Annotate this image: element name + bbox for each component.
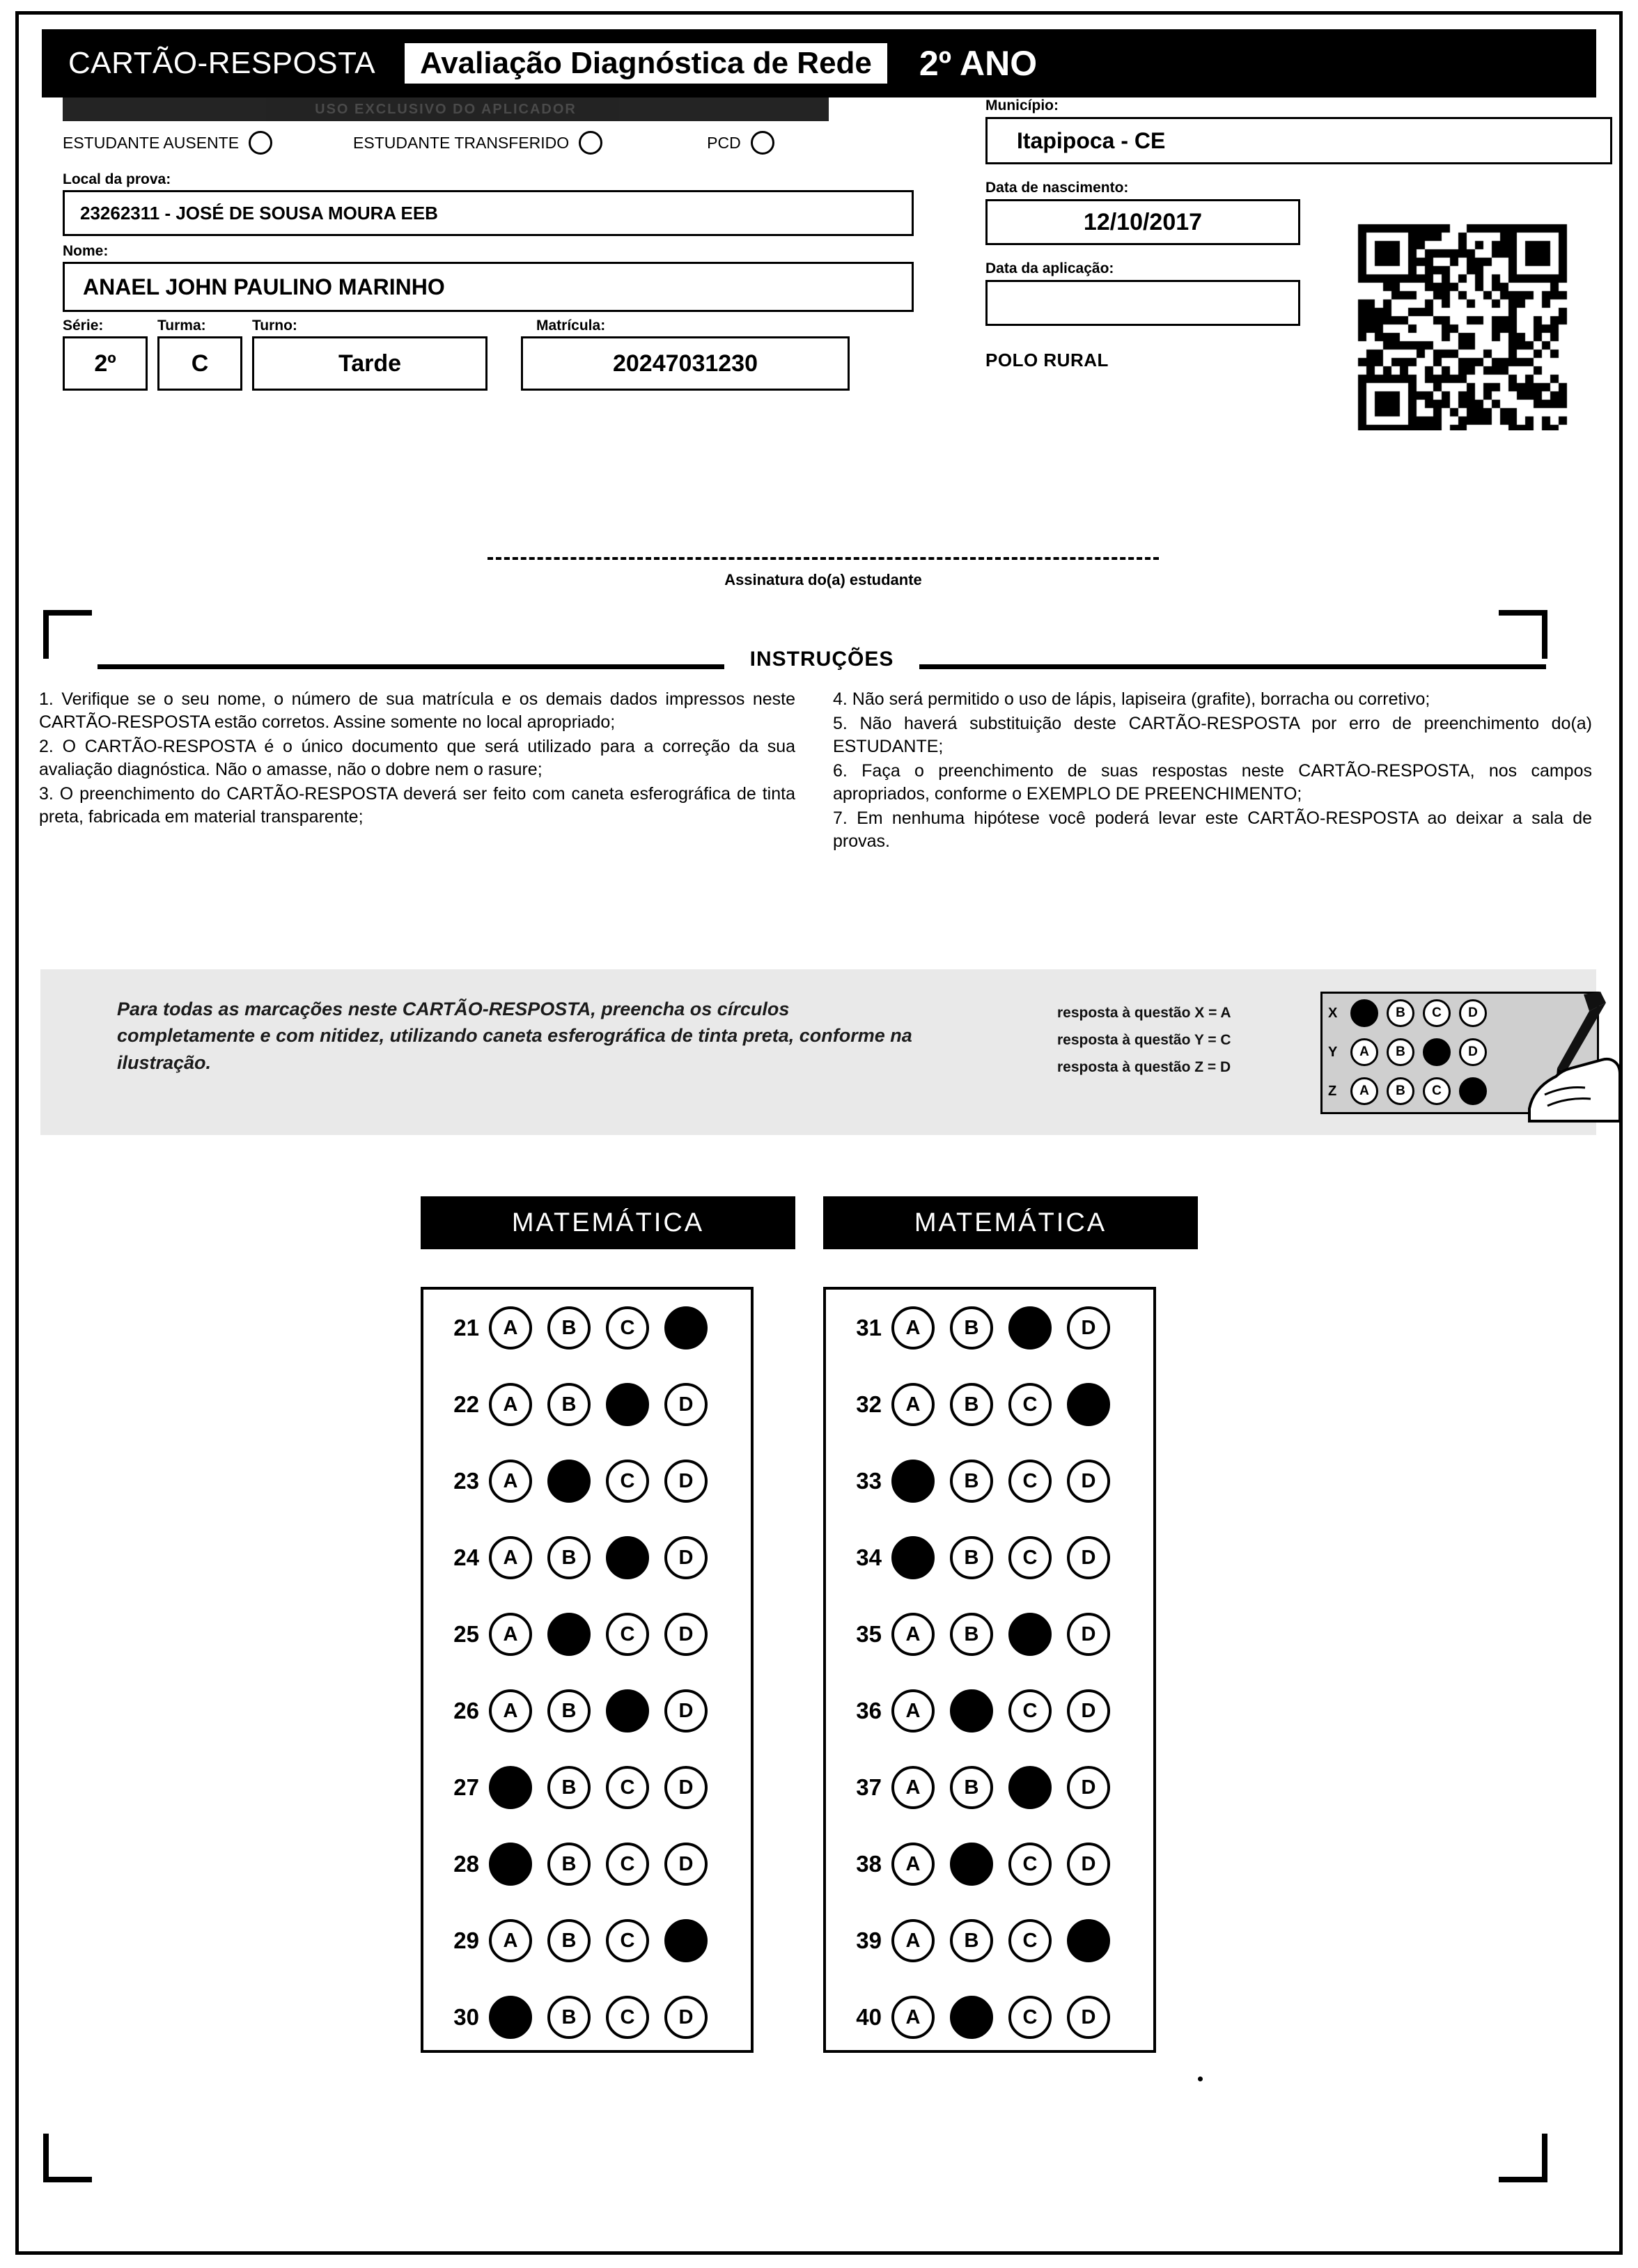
answer-bubble-q25-d[interactable]: D: [664, 1613, 708, 1656]
turma-cell: [157, 318, 242, 391]
application-date-value: [985, 280, 1300, 326]
question-row: [423, 1366, 751, 1443]
question-row: [423, 1596, 751, 1673]
question-number: 21: [453, 1315, 479, 1340]
answer-bubble-q22-d[interactable]: D: [664, 1383, 708, 1426]
answer-bubble-q21-b[interactable]: B: [547, 1306, 591, 1350]
answer-bubble-q32-d[interactable]: [1067, 1383, 1110, 1426]
answer-bubble-q25-c[interactable]: C: [606, 1613, 649, 1656]
class-info-row: [63, 318, 939, 391]
example-bubble-c: C: [1423, 1077, 1451, 1105]
pcd-option[interactable]: [707, 131, 774, 155]
student-transferred-label: ESTUDANTE TRANSFERIDO: [353, 133, 570, 152]
answer-bubble-q32-c[interactable]: C: [1008, 1383, 1052, 1426]
answer-bubble-q33-d[interactable]: D: [1067, 1460, 1110, 1503]
name-field: ANAEL JOHN PAULINO MARINHO: [63, 262, 914, 312]
answer-bubble-q23-a[interactable]: A: [489, 1460, 532, 1503]
answer-bubble-q28-d[interactable]: D: [664, 1843, 708, 1886]
answer-bubble-q36-a[interactable]: A: [891, 1689, 935, 1733]
answer-bubble-q34-c[interactable]: C: [1008, 1536, 1052, 1579]
answer-bubble-q31-a[interactable]: A: [891, 1306, 935, 1350]
registration-mark-top-right: [1499, 610, 1547, 659]
birthdate-label: Data de nascimento:: [985, 180, 1129, 196]
answer-bubble-q26-d[interactable]: D: [664, 1689, 708, 1733]
instructions-title: INSTRUÇÕES: [749, 648, 894, 671]
instruction-item-1: 1. Verifique se o seu nome, o número de sua matrícula e os demais dados impressos neste CARTÃO-RESPOSTA estão corretos. Assine somente no local apropriado;: [39, 689, 795, 732]
student-transferred-option[interactable]: [353, 131, 602, 155]
applicator-status-row: [63, 121, 884, 164]
local-label: Local da prova:: [63, 171, 171, 187]
question-number: 32: [856, 1391, 882, 1417]
answer-bubble-q24-a[interactable]: A: [489, 1536, 532, 1579]
student-absent-option[interactable]: [63, 131, 272, 155]
answer-bubble-q40-b[interactable]: [950, 1996, 993, 2039]
question-number: 28: [453, 1851, 479, 1877]
answer-bubble-q33-a[interactable]: [891, 1460, 935, 1503]
question-number: 25: [453, 1621, 479, 1647]
question-number: 27: [453, 1774, 479, 1800]
example-bubble-b: B: [1387, 999, 1414, 1027]
example-bubble-d: D: [1459, 1038, 1487, 1066]
question-row: [826, 1902, 1153, 1979]
answer-bubble-q28-a[interactable]: [489, 1843, 532, 1886]
student-transferred-bubble-icon[interactable]: [579, 131, 602, 155]
answer-bubble-q32-a[interactable]: A: [891, 1383, 935, 1426]
signature-caption: Assinatura do(a) estudante: [724, 571, 922, 588]
example-legend-line-2: resposta à questão Y = C: [1057, 1031, 1231, 1048]
serie-cell: [63, 318, 148, 391]
applicator-only-bar: USO EXCLUSIVO DO APLICADOR: [63, 97, 829, 121]
answer-bubble-q22-a[interactable]: A: [489, 1383, 532, 1426]
question-number: 38: [856, 1851, 882, 1877]
answer-bubble-q29-c[interactable]: C: [606, 1919, 649, 1962]
question-number: 29: [453, 1927, 479, 1953]
instruction-item-4: 7. Em nenhuma hipótese você poderá levar este CARTÃO-RESPOSTA ao deixar a sala de provas.: [833, 808, 1592, 851]
example-row-key: Z: [1328, 1083, 1337, 1099]
question-row: [423, 1443, 751, 1519]
answer-bubble-q37-d[interactable]: D: [1067, 1766, 1110, 1809]
question-number: 34: [856, 1544, 882, 1570]
example-bubble-b: B: [1387, 1077, 1414, 1105]
answer-bubble-q21-c[interactable]: C: [606, 1306, 649, 1350]
answer-bubble-q40-a[interactable]: A: [891, 1996, 935, 2039]
answer-bubble-q27-c[interactable]: C: [606, 1766, 649, 1809]
grid-2-title: MATEMÁTICA: [823, 1196, 1198, 1249]
answer-bubble-q30-b[interactable]: B: [547, 1996, 591, 2039]
question-row: [826, 1290, 1153, 1366]
answer-bubble-q24-d[interactable]: D: [664, 1536, 708, 1579]
answer-bubble-q33-c[interactable]: C: [1008, 1460, 1052, 1503]
answer-bubble-q38-d[interactable]: D: [1067, 1843, 1110, 1886]
example-legend-line-1: resposta à questão X = A: [1057, 1005, 1231, 1021]
answer-bubble-q37-b[interactable]: B: [950, 1766, 993, 1809]
question-row: [826, 1826, 1153, 1902]
answer-bubble-q37-c[interactable]: [1008, 1766, 1052, 1809]
example-bubble-d: D: [1459, 1077, 1487, 1105]
question-row: [826, 1673, 1153, 1749]
serie-value: 2º: [63, 336, 148, 391]
registration-mark-bottom-left: [43, 2134, 92, 2182]
answer-bubble-q27-d[interactable]: D: [664, 1766, 708, 1809]
filling-example-text: Para todas as marcações neste CARTÃO-RESPOSTA, preencha os círculos completamente e com nitidez, utilizando caneta esferográfica de tinta preta, conforme na ilustração.: [117, 999, 912, 1073]
answer-bubble-q26-a[interactable]: A: [489, 1689, 532, 1733]
answer-bubble-q36-b[interactable]: [950, 1689, 993, 1733]
answer-bubble-q39-b[interactable]: B: [950, 1919, 993, 1962]
answer-bubble-q34-d[interactable]: D: [1067, 1536, 1110, 1579]
question-row: [826, 1596, 1153, 1673]
example-legend-line-3: resposta à questão Z = D: [1057, 1058, 1231, 1075]
answer-bubble-q35-c[interactable]: [1008, 1613, 1052, 1656]
answer-bubble-q21-a[interactable]: A: [489, 1306, 532, 1350]
qr-code: [1355, 221, 1578, 430]
answer-bubble-q38-c[interactable]: C: [1008, 1843, 1052, 1886]
municipio-value: Itapipoca - CE: [985, 117, 1612, 164]
answer-bubble-q31-d[interactable]: D: [1067, 1306, 1110, 1350]
question-row: [423, 1673, 751, 1749]
answer-bubble-q22-c[interactable]: [606, 1383, 649, 1426]
spacer-3: [985, 164, 1598, 180]
answer-bubble-q39-c[interactable]: C: [1008, 1919, 1052, 1962]
registration-mark-top-left: [43, 610, 92, 659]
hand-with-pen-icon: [1517, 990, 1621, 1123]
question-row: [826, 1519, 1153, 1596]
turno-value: Tarde: [252, 336, 488, 391]
answer-bubble-q23-c[interactable]: C: [606, 1460, 649, 1503]
question-number: 22: [453, 1391, 479, 1417]
instructions-column-2: [833, 688, 1592, 854]
grid-1-title: MATEMÁTICA: [421, 1196, 795, 1249]
matricula-cell: [521, 318, 850, 391]
example-bubble-a: A: [1350, 999, 1378, 1027]
matricula-label: Matrícula:: [536, 318, 606, 334]
assessment-name: Avaliação Diagnóstica de Rede: [405, 43, 887, 84]
example-bubble-a: A: [1350, 1077, 1378, 1105]
page-title: CARTÃO-RESPOSTA: [68, 46, 376, 80]
answer-bubble-q33-b[interactable]: B: [950, 1460, 993, 1503]
instruction-item-2: 5. Não haverá substituição deste CARTÃO-RESPOSTA por erro de preenchimento do(a) ESTUDANTE;: [833, 714, 1592, 756]
question-number: 30: [453, 2004, 479, 2030]
answer-bubble-q27-b[interactable]: B: [547, 1766, 591, 1809]
question-row: [423, 1979, 751, 2056]
answer-bubble-q29-b[interactable]: B: [547, 1919, 591, 1962]
answer-bubble-q39-d[interactable]: [1067, 1919, 1110, 1962]
example-row-key: Y: [1328, 1044, 1338, 1060]
instruction-item-2: 2. O CARTÃO-RESPOSTA é o único documento que será utilizado para a correção da sua avaliação diagnóstica. Não o amasse, não o dobre nem o rasure;: [39, 737, 795, 779]
example-bubble-c: C: [1423, 1038, 1451, 1066]
question-row: [423, 1902, 751, 1979]
answer-bubble-q35-b[interactable]: B: [950, 1613, 993, 1656]
question-row: [826, 1366, 1153, 1443]
signature-line: [488, 557, 1159, 560]
name-label: Nome:: [63, 243, 109, 259]
answer-bubble-q40-d[interactable]: D: [1067, 1996, 1110, 2039]
question-row: [423, 1290, 751, 1366]
question-row: [826, 1979, 1153, 2056]
answer-bubble-q40-c[interactable]: C: [1008, 1996, 1052, 2039]
question-row: [423, 1826, 751, 1902]
answer-bubble-q35-a[interactable]: A: [891, 1613, 935, 1656]
answer-bubble-q30-c[interactable]: C: [606, 1996, 649, 2039]
matricula-value: 20247031230: [521, 336, 850, 391]
grade-year: 2º ANO: [919, 44, 1038, 83]
answer-bubble-q25-b[interactable]: [547, 1613, 591, 1656]
question-number: 26: [453, 1698, 479, 1723]
example-bubble-c: C: [1423, 999, 1451, 1027]
filling-example-legend: [1057, 1000, 1231, 1081]
answer-bubble-q38-b[interactable]: [950, 1843, 993, 1886]
answer-bubble-q38-a[interactable]: A: [891, 1843, 935, 1886]
instruction-item-3: 3. O preenchimento do CARTÃO-RESPOSTA deverá ser feito com caneta esferográfica de tinta preta, fabricada em material transparente;: [39, 784, 795, 827]
example-bubble-a: A: [1350, 1038, 1378, 1066]
header-bar: [42, 29, 1596, 97]
answer-bubble-q32-b[interactable]: B: [950, 1383, 993, 1426]
answer-bubble-q29-d[interactable]: [664, 1919, 708, 1962]
answer-bubble-q36-d[interactable]: D: [1067, 1689, 1110, 1733]
registration-mark-bottom-right: [1499, 2134, 1547, 2182]
instructions-rule-right: [919, 664, 1546, 669]
answer-bubble-q26-c[interactable]: [606, 1689, 649, 1733]
pcd-label: PCD: [707, 133, 741, 152]
birthdate-value: 12/10/2017: [985, 199, 1300, 245]
local-field: 23262311 - JOSÉ DE SOUSA MOURA EEB: [63, 190, 914, 236]
question-number: 23: [453, 1468, 479, 1494]
answer-bubble-q24-b[interactable]: B: [547, 1536, 591, 1579]
answer-bubble-q22-b[interactable]: B: [547, 1383, 591, 1426]
application-date-label: Data da aplicação:: [985, 260, 1114, 276]
answer-bubble-q28-c[interactable]: C: [606, 1843, 649, 1886]
identification-left-column: [42, 97, 939, 391]
example-bubble-d: D: [1459, 999, 1487, 1027]
answer-bubble-q24-c[interactable]: [606, 1536, 649, 1579]
answer-bubble-q31-c[interactable]: [1008, 1306, 1052, 1350]
answer-bubble-q27-a[interactable]: [489, 1766, 532, 1809]
answer-grid-1[interactable]: [421, 1287, 754, 2053]
alignment-dot: [1198, 2077, 1203, 2081]
answer-bubble-q23-b[interactable]: [547, 1460, 591, 1503]
turno-cell: [252, 318, 488, 391]
answer-bubble-q35-d[interactable]: D: [1067, 1613, 1110, 1656]
question-number: 40: [856, 2004, 882, 2030]
instruction-item-3: 6. Faça o preenchimento de suas respostas neste CARTÃO-RESPOSTA, nos campos apropriados, conforme o EXEMPLO DE PREENCHIMENTO;: [833, 761, 1592, 804]
example-bubble-b: B: [1387, 1038, 1414, 1066]
serie-label: Série:: [63, 318, 104, 334]
municipio-label: Município:: [985, 97, 1059, 114]
answer-bubble-q30-d[interactable]: D: [664, 1996, 708, 2039]
filling-example-block: [40, 969, 1596, 1135]
question-row: [826, 1749, 1153, 1826]
qr-code-canvas: [1355, 221, 1578, 430]
question-number: 24: [453, 1544, 479, 1570]
answer-bubble-q34-a[interactable]: [891, 1536, 935, 1579]
turno-label: Turno:: [252, 318, 297, 334]
answer-bubble-q30-a[interactable]: [489, 1996, 532, 2039]
student-absent-label: ESTUDANTE AUSENTE: [63, 133, 240, 152]
turma-label: Turma:: [157, 318, 206, 334]
answer-bubble-q39-a[interactable]: A: [891, 1919, 935, 1962]
answer-bubble-q21-d[interactable]: [664, 1306, 708, 1350]
question-number: 37: [856, 1774, 882, 1800]
example-row-key: X: [1328, 1005, 1338, 1021]
question-row: [826, 1443, 1153, 1519]
answer-bubble-q37-a[interactable]: A: [891, 1766, 935, 1809]
question-row: [423, 1749, 751, 1826]
answer-bubble-q28-b[interactable]: B: [547, 1843, 591, 1886]
question-number: 33: [856, 1468, 882, 1494]
polo-label: POLO RURAL: [985, 350, 1109, 370]
answer-bubble-q36-c[interactable]: C: [1008, 1689, 1052, 1733]
instructions-rule-left: [98, 664, 724, 669]
question-number: 35: [856, 1621, 882, 1647]
turma-value: C: [157, 336, 242, 391]
answer-grid-2[interactable]: [823, 1287, 1156, 2053]
answer-bubble-q25-a[interactable]: A: [489, 1613, 532, 1656]
answer-bubble-q31-b[interactable]: B: [950, 1306, 993, 1350]
answer-bubble-q23-d[interactable]: D: [664, 1460, 708, 1503]
question-row: [423, 1519, 751, 1596]
question-number: 39: [856, 1927, 882, 1953]
instructions-column-1: [39, 688, 795, 830]
instruction-item-1: 4. Não será permitido o uso de lápis, lapiseira (grafite), borracha ou corretivo;: [833, 689, 1430, 709]
pcd-bubble-icon[interactable]: [751, 131, 774, 155]
answer-bubble-q29-a[interactable]: A: [489, 1919, 532, 1962]
answer-bubble-q34-b[interactable]: B: [950, 1536, 993, 1579]
question-number: 36: [856, 1698, 882, 1723]
question-number: 31: [856, 1315, 882, 1340]
answer-bubble-q26-b[interactable]: B: [547, 1689, 591, 1733]
student-absent-bubble-icon[interactable]: [249, 131, 272, 155]
